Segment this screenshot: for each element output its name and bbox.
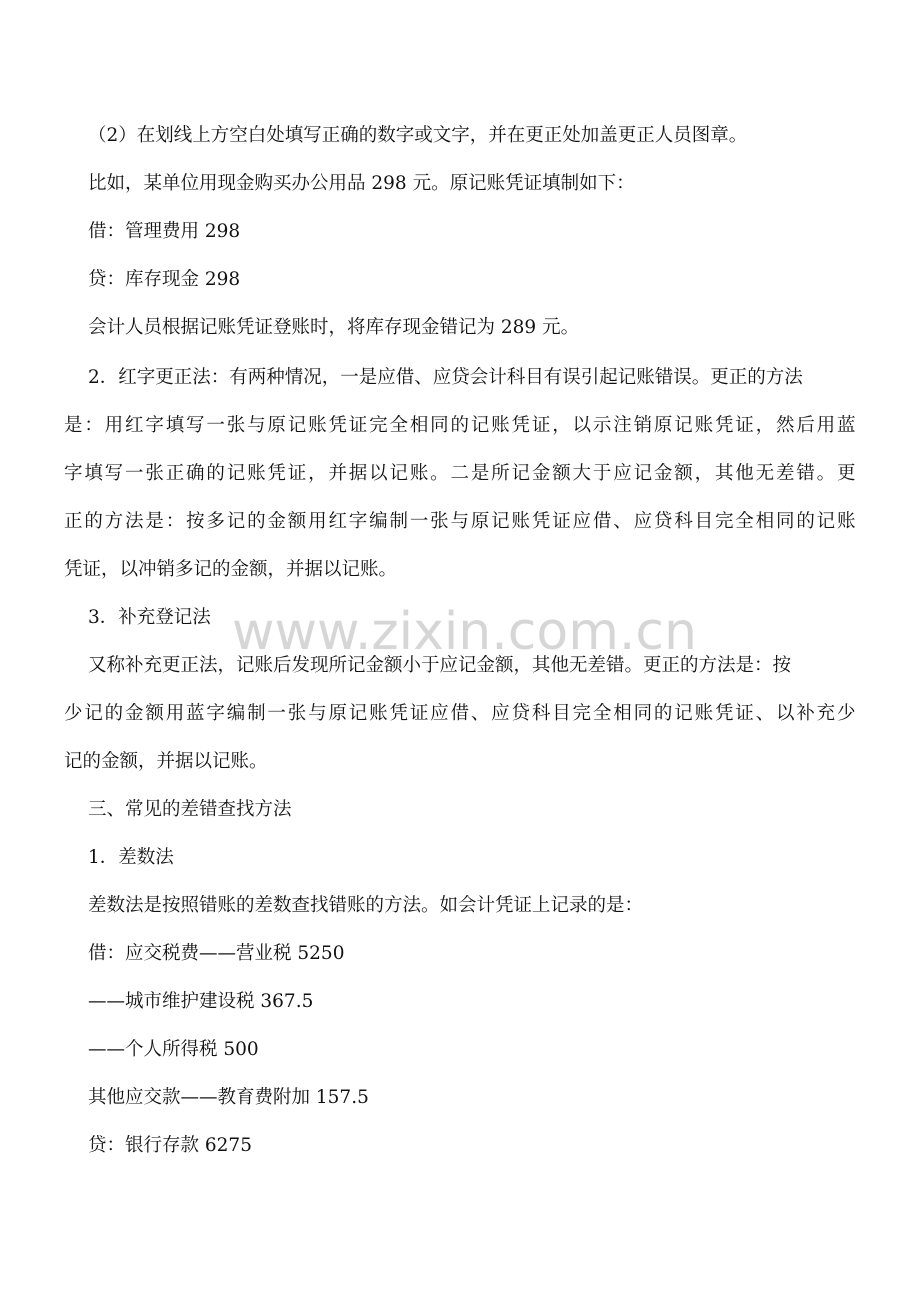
paragraph-line: 是：用红字填写一张与原记账凭证完全相同的记账凭证，以示注销原记账凭证，然后用蓝 bbox=[64, 415, 858, 436]
paragraph-line: 其他应交款——教育费附加 157.5 bbox=[88, 1087, 369, 1108]
paragraph-line: 记的金额，并据以记账。 bbox=[64, 751, 268, 772]
section-heading: 三、常见的差错查找方法 bbox=[88, 799, 292, 820]
paragraph-line: ——个人所得税 500 bbox=[88, 1039, 259, 1060]
paragraph-line: 少记的金额用蓝字编制一张与原记账凭证应借、应贷科目完全相同的记账凭证、以补充少 bbox=[64, 703, 858, 724]
watermark: www.zixin.com.cn bbox=[232, 602, 697, 662]
paragraph-line: 2．红字更正法：有两种情况，一是应借、应贷会计科目有误引起记账错误。更正的方法 bbox=[88, 367, 803, 388]
paragraph-line: ——城市维护建设税 367.5 bbox=[88, 991, 314, 1012]
paragraph-line: （2）在划线上方空白处填写正确的数字或文字，并在更正处加盖更正人员图章。 bbox=[88, 125, 748, 146]
paragraph-line: 凭证，以冲销多记的金额，并据以记账。 bbox=[64, 559, 398, 580]
paragraph-line: 字填写一张正确的记账凭证，并据以记账。二是所记金额大于应记金额，其他无差错。更 bbox=[64, 463, 858, 484]
section-heading: 1．差数法 bbox=[88, 847, 174, 868]
section-heading: 3．补充登记法 bbox=[88, 607, 211, 628]
paragraph-line: 比如，某单位用现金购买办公用品 298 元。原记账凭证填制如下： bbox=[88, 173, 635, 194]
paragraph-line: 会计人员根据记账凭证登账时，将库存现金错记为 289 元。 bbox=[88, 317, 580, 338]
paragraph-line: 借：应交税费——营业税 5250 bbox=[88, 943, 345, 964]
paragraph-line: 贷：银行存款 6275 bbox=[88, 1135, 252, 1156]
paragraph-line: 正的方法是：按多记的金额用红字编制一张与原记账凭证应借、应贷科目完全相同的记账 bbox=[64, 511, 858, 532]
paragraph-line: 差数法是按照错账的差数查找错账的方法。如会计凭证上记录的是： bbox=[88, 895, 644, 916]
paragraph-line: 借：管理费用 298 bbox=[88, 221, 241, 242]
paragraph-line: 又称补充更正法，记账后发现所记金额小于应记金额，其他无差错。更正的方法是：按 bbox=[88, 655, 792, 676]
paragraph-line: 贷：库存现金 298 bbox=[88, 269, 241, 290]
